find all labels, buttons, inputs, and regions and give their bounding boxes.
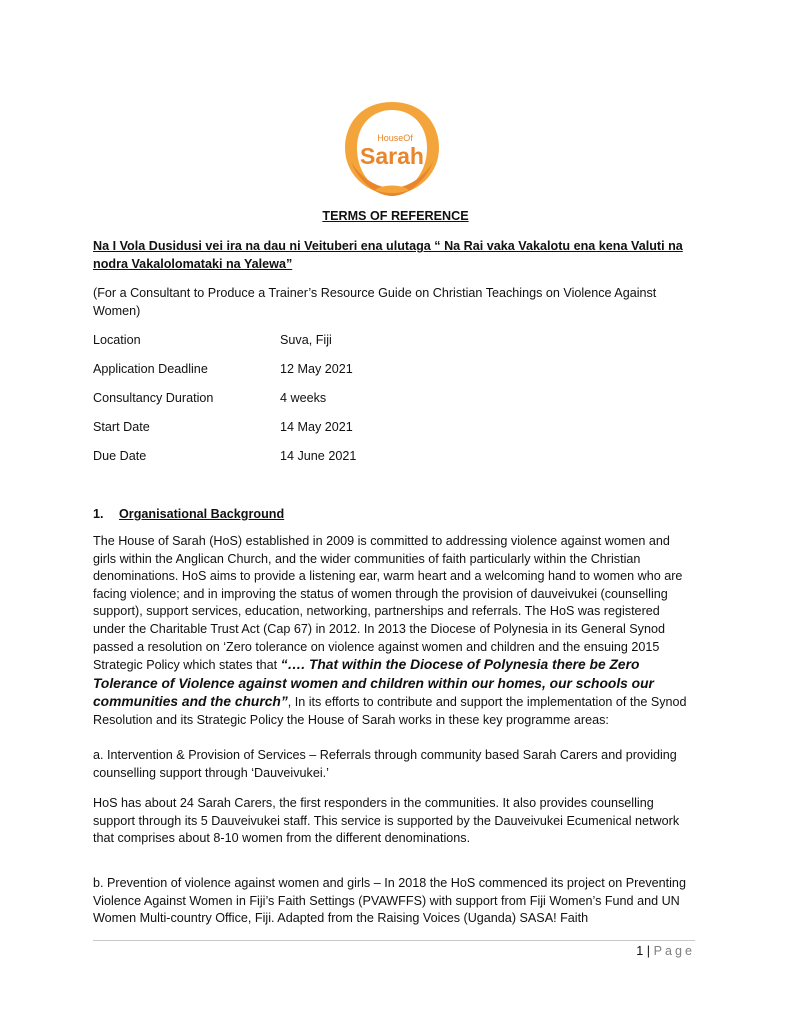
purpose-statement: (For a Consultant to Produce a Trainer’s Resource Guide on Christian Teachings on Violence Against Women): [93, 286, 657, 318]
page-label: Page: [653, 944, 695, 958]
detail-value: Suva, Fiji: [280, 333, 332, 347]
section-heading: [93, 507, 284, 521]
page-footer: [580, 944, 695, 958]
logo-emblem-icon: [337, 98, 447, 200]
footer-separator: |: [646, 944, 651, 958]
detail-value: 14 May 2021: [280, 420, 353, 434]
intervention-paragraph: a. Intervention & Provision of Services – Referrals through community based Sarah Carers and providing counselling support through ‘Dauveivukei.’: [93, 748, 677, 780]
detail-label: Due Date: [93, 449, 147, 463]
detail-label: Consultancy Duration: [93, 391, 214, 405]
detail-value: 4 weeks: [280, 391, 327, 405]
synod-resolution-quote: “…. That within the Diocese of Polynesia there be Zero Tolerance of Violence against women and children within our homes, our schools our communities and the church”: [93, 657, 654, 710]
document-title: TERMS OF REFERENCE: [322, 209, 469, 223]
detail-row-location: [93, 333, 693, 351]
footer-divider: [93, 940, 695, 941]
detail-label: Location: [93, 333, 141, 347]
house-of-sarah-logo: [337, 98, 447, 200]
background-text-part-1: The House of Sarah (HoS) established in 2009 is committed to addressing violence against women and girls within the Anglican Church, and the wider communities of faith particularly within the Christian denominations. HoS aims to provide a listening ear, warm heart and a welcoming hand to women who are facing violence; and in improving the status of women through the provision of dauveivukei (counselling support), support services, education, networking, partnerships and referrals. The HoS was registered under the Charitable Trust Act (Cap 67) in 2012. In 2013 the Diocese of Polynesia in its General Synod passed a resolution on ‘Zero tolerance on violence against women and children and the ensuing 2015 Strategic Policy which states that: [93, 534, 683, 673]
detail-label: Application Deadline: [93, 362, 208, 376]
section-number: 1.: [93, 507, 104, 521]
sarah-carers-paragraph: HoS has about 24 Sarah Carers, the first responders in the communities. It also provides counselling support through its 5 Dauveivukei staff. This service is supported by the Dauveivukei Ecumenical network that comprises about 8-10 women from the different denominations.: [93, 796, 680, 846]
section-title: Organisational Background: [119, 507, 285, 521]
detail-value: 12 May 2021: [280, 362, 353, 376]
detail-row-duration: [93, 391, 693, 409]
prevention-paragraph: b. Prevention of violence against women and girls – In 2018 the HoS commenced its project on Preventing Violence Against Women in Fiji’s Faith Settings (PVAWFFS) with support from Fiji Women’s Fund and UN Women Multi-country Office, Fiji. Adapted from the Raising Voices (Uganda) SASA! Faith: [93, 876, 686, 926]
background-paragraph: [93, 533, 695, 730]
subtitle-line-2: nodra Vakalolomataki na Yalewa”: [93, 257, 293, 271]
detail-row-due-date: [93, 449, 693, 467]
document-subtitle: [93, 237, 693, 273]
background-text-part-2: , In its efforts to contribute and support the implementation of the Synod Resolution and its Strategic Policy the House of Sarah works in these key programme areas:: [93, 695, 687, 727]
detail-row-deadline: [93, 362, 693, 380]
page-number: 1: [636, 944, 644, 958]
svg-text:HouseOf: HouseOf: [377, 133, 413, 143]
svg-text:Sarah: Sarah: [360, 143, 424, 169]
detail-label: Start Date: [93, 420, 150, 434]
detail-value: 14 June 2021: [280, 449, 357, 463]
subtitle-line-1: Na I Vola Dusidusi vei ira na dau ni Veituberi ena ulutaga “ Na Rai vaka Vakalotu ena kena Valuti na: [93, 239, 683, 253]
detail-row-start-date: [93, 420, 693, 438]
